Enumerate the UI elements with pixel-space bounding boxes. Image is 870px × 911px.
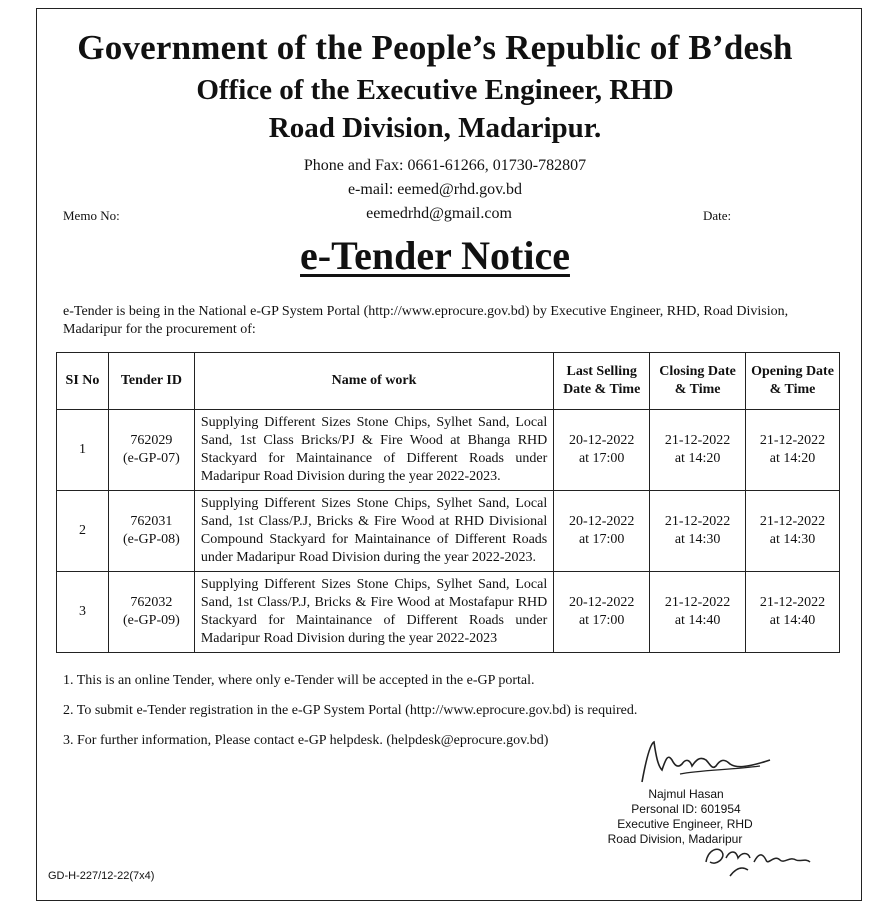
cell-opening [746,491,840,572]
cell-work: Supplying Different Sizes Stone Chips, Sylhet Sand, Local Sand, 1st Class/P.J, Bricks & Fire Wood at RHD Divisional Compound Stackyard for Maintainance of Different Roads under Madaripur Road Division during the year 2022-2023. [194,491,553,572]
cell-closing [650,572,746,653]
cell-tender-id [108,491,194,572]
tender-table [56,352,840,653]
cell-opening [746,572,840,653]
tender-code: (e-GP-09) [123,613,180,628]
table-row [57,491,840,572]
closing-time: at 14:20 [674,451,721,466]
date-label: Date: [703,208,732,223]
last-selling-time: at 17:00 [578,613,625,628]
cell-work: Supplying Different Sizes Stone Chips, Sylhet Sand, Local Sand, 1st Class/P.J, Bricks & Fire Wood at Mostafapur RHD Stackyard for Maintainance of Different Roads under Madaripur Road Division during the year 2022-2023 [194,572,553,653]
notice-title [0,232,870,279]
header-tender-id: Tender ID [108,353,194,410]
last-selling-time: at 17:00 [578,451,625,466]
cell-tender-id [108,572,194,653]
header-closing: Closing Date & Time [650,353,746,410]
intro-paragraph: e-Tender is being in the National e-GP System Portal (http://www.eprocure.gov.bd) by Executive Engineer, RHD, Road Division, Madaripur for the procurement of: [63,304,789,337]
header-work: Name of work [194,353,553,410]
office-heading: Office of the Executive Engineer, RHD [196,74,674,106]
division-heading: Road Division, Madaripur. [268,112,602,144]
cell-sl: 2 [57,491,109,572]
cell-work: Supplying Different Sizes Stone Chips, Sylhet Sand, Local Sand, 1st Class Bricks/PJ & Fire Wood at Bhanga RHD Stackyard for Maintainance of Different Roads under Madaripur Road Division during the year 2022-2023. [194,410,553,491]
cell-sl: 3 [57,572,109,653]
opening-date: 21-12-2022 [759,595,826,610]
last-selling-date: 20-12-2022 [569,514,635,529]
header-last-selling: Last Selling Date & Time [554,353,650,410]
note-helpdesk: 3. For further information, Please contact e-GP helpdesk. (helpdesk@eprocure.gov.bd) [63,733,549,748]
opening-time: at 14:20 [769,451,816,466]
cell-opening [746,410,840,491]
memo-label: Memo No: [63,208,120,223]
closing-time: at 14:40 [674,613,721,628]
note-registration: 2. To submit e-Tender registration in the e-GP System Portal (http://www.eprocure.gov.bd) is required. [63,703,638,718]
cell-tender-id [108,410,194,491]
cell-last-selling [554,410,650,491]
closing-date: 21-12-2022 [664,595,731,610]
cell-last-selling [554,572,650,653]
government-heading: Government of the People’s Republic of B’desh [77,28,793,67]
last-selling-date: 20-12-2022 [569,433,635,448]
tender-id: 762031 [130,514,173,529]
notice-title-text: e-Tender Notice [300,233,570,278]
table-row [57,572,840,653]
footer-code: GD-H-227/12-22(7x4) [48,870,155,882]
last-selling-date: 20-12-2022 [569,595,635,610]
header-opening: Opening Date & Time [746,353,840,410]
tender-id: 762032 [130,595,173,610]
email-official: e-mail: eemed@rhd.gov.bd [347,181,523,198]
handwritten-initials-date [696,832,816,882]
email-gmail: eemedrhd@gmail.com [366,205,512,222]
cell-last-selling [554,491,650,572]
signatory-name: Najmul Hasan [648,787,724,801]
closing-date: 21-12-2022 [664,514,731,529]
closing-date: 21-12-2022 [664,433,731,448]
signatory-personal-id: Personal ID: 601954 [631,802,741,816]
table-row [57,410,840,491]
tender-id: 762029 [130,433,173,448]
cell-sl: 1 [57,410,109,491]
closing-time: at 14:30 [674,532,721,547]
handwritten-signature [620,730,790,790]
table-header-row [57,353,840,410]
opening-time: at 14:30 [769,532,816,547]
cell-closing [650,491,746,572]
header-sl: SI No [57,353,109,410]
opening-time: at 14:40 [769,613,816,628]
note-online-tender: 1. This is an online Tender, where only e-Tender will be accepted in the e-GP portal. [63,673,535,688]
tender-code: (e-GP-08) [123,532,180,547]
signatory-office: Road Division, Madaripur [607,832,743,846]
last-selling-time: at 17:00 [578,532,625,547]
phone-fax: Phone and Fax: 0661-61266, 01730-782807 [303,157,587,174]
cell-closing [650,410,746,491]
tender-code: (e-GP-07) [123,451,180,466]
signatory-designation: Executive Engineer, RHD [617,817,753,831]
opening-date: 21-12-2022 [759,433,826,448]
opening-date: 21-12-2022 [759,514,826,529]
